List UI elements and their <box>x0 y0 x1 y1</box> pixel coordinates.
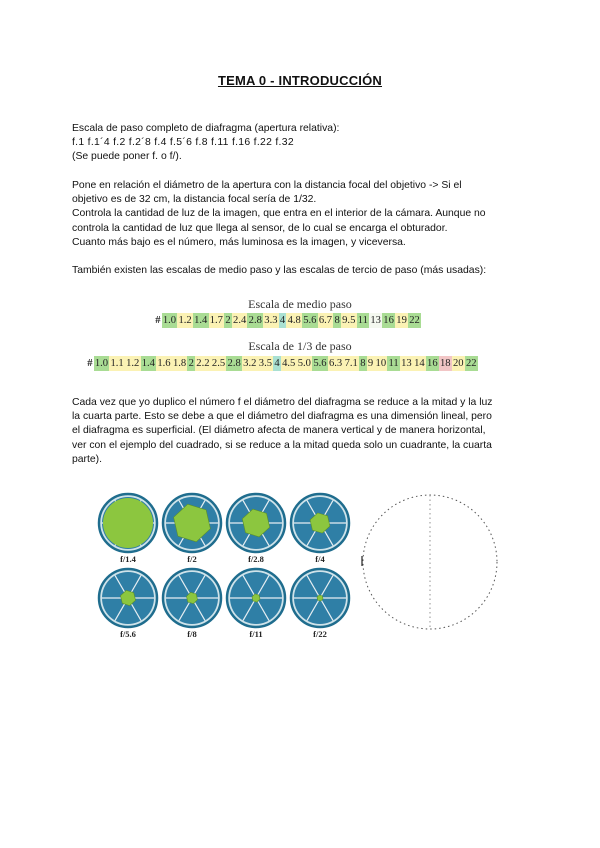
third-step-cell: 2.2 <box>196 358 210 369</box>
third-step-cell: 20 <box>452 358 464 369</box>
aperture-icon <box>291 569 349 627</box>
intro-paragraph <box>72 122 532 165</box>
half-step-cell: 3.3 <box>264 315 278 326</box>
aperture-label: f/11 <box>249 629 263 639</box>
third-step-cell: # <box>87 358 93 369</box>
third-step-cell: 6.3 <box>328 358 343 369</box>
third-step-cell: 2.8 <box>227 358 241 369</box>
half-step-cell: 2 <box>225 315 231 326</box>
aperture-opening <box>103 498 153 548</box>
third-step-scale <box>86 356 478 371</box>
relation-paragraph <box>72 179 532 250</box>
intro-line-1: Escala de paso completo de diafragma (apertura relativa): <box>72 123 340 134</box>
third-step-cell: 2 <box>188 358 194 369</box>
half-step-cell: 8 <box>334 315 340 326</box>
half-step-cell: 16 <box>383 315 394 326</box>
half-step-cell: 6.7 <box>318 315 333 326</box>
aperture-label: f/2 <box>187 554 197 564</box>
half-step-cell: 13 <box>370 315 381 326</box>
relation-line-2: objetivo es de 32 cm, la distancia focal sería de 1/32. <box>72 194 317 206</box>
half-step-cell: 9.5 <box>342 315 356 326</box>
third-step-cell: 11 <box>388 358 399 369</box>
half-step-cell: 19 <box>396 315 407 326</box>
scales-intro <box>72 264 532 278</box>
relation-line-3: Controla la cantidad de luz de la imagen, que entra en el interior de la cámara. Aunque no <box>72 208 486 220</box>
aperture-diagram <box>90 490 380 640</box>
half-step-cell: 1.0 <box>162 315 177 326</box>
half-step-cell: 22 <box>409 315 420 326</box>
page-title: TEMA 0 - INTRODUCCIÓN <box>217 73 383 88</box>
aperture-label: f/8 <box>187 629 197 639</box>
third-step-cell: 10 <box>375 358 387 369</box>
half-step-cell: 11 <box>357 315 368 326</box>
aperture-icon <box>227 494 285 552</box>
intro-line-3: (Se puede poner f. o f/). <box>72 151 182 163</box>
third-step-cell: 1.0 <box>94 358 109 369</box>
scales-intro-line: También existen las escalas de medio paso y las escalas de tercio de paso (más usadas): <box>72 265 487 276</box>
third-step-cell: 22 <box>465 358 477 369</box>
half-step-cell: 1.2 <box>178 315 192 326</box>
half-step-scale <box>154 313 421 328</box>
aperture-icon <box>99 494 157 552</box>
half-step-cell: 1.7 <box>209 315 223 326</box>
aperture-label: f/2.8 <box>248 554 264 564</box>
aperture-label: f/5.6 <box>120 629 136 639</box>
half-step-cell: 4 <box>279 315 286 326</box>
aperture-icon <box>99 569 157 627</box>
duplication-line-3: el diafragma es superficial. (El diámetro afecta de manera vertical y de manera horizontal, <box>72 425 486 437</box>
third-step-cell: 1.8 <box>172 358 187 369</box>
third-step-cell: 5.0 <box>297 358 311 369</box>
aperture-opening <box>317 595 323 601</box>
third-step-cell: 1.1 <box>110 358 124 369</box>
dashed-circle-diagram <box>358 490 503 635</box>
aperture-label: f/4 <box>315 554 325 564</box>
third-step-cell: 7.1 <box>344 358 358 369</box>
third-step-cell: 1.4 <box>141 358 155 369</box>
third-step-cell: 4.5 <box>282 358 296 369</box>
third-step-cell: 2.5 <box>211 358 226 369</box>
third-step-cell: 5.6 <box>313 358 327 369</box>
half-step-cell: 5.6 <box>303 315 317 326</box>
aperture-icon <box>163 494 221 552</box>
third-step-cell: 8 <box>360 358 366 369</box>
aperture-label: f/22 <box>313 629 327 639</box>
half-step-cell: 4.8 <box>287 315 301 326</box>
third-step-title: Escala de 1/3 de paso <box>248 339 352 353</box>
relation-line-5: Cuanto más bajo es el número, más luminosa es la imagen, y viceversa. <box>72 236 406 248</box>
half-step-cell: 2.4 <box>233 315 247 326</box>
duplication-line-5: parte). <box>72 453 103 465</box>
third-step-cell: 1.6 <box>157 358 171 369</box>
third-step-cell: 9 <box>367 358 374 369</box>
relation-line-1: Pone en relación el diámetro de la apertura con la distancia focal del objetivo -> Si el <box>72 180 462 191</box>
half-step-cell: # <box>155 315 161 326</box>
half-step-cell: 2.8 <box>248 315 262 326</box>
third-step-cell: 1.2 <box>126 358 140 369</box>
half-step-cell: 1.4 <box>194 315 208 326</box>
duplication-line-2: la cuarta parte. Esto se debe a que el diámetro del diafragma es una dimensión lineal, pero <box>72 411 492 423</box>
third-step-cell: 16 <box>427 358 438 369</box>
half-step-title: Escala de medio paso <box>248 297 352 311</box>
aperture-icon <box>291 494 349 552</box>
duplication-paragraph <box>72 396 532 467</box>
duplication-line-1: Cada vez que yo duplico el número f el diámetro del diafragma se reduce a la mitad y la luz <box>72 397 493 408</box>
aperture-icon <box>163 569 221 627</box>
f-stop-sequence: f.1 f.1´4 f.2 f.2´8 f.4 f.5´6 f.8 f.11 f.16 f.22 f.32 <box>72 137 294 149</box>
aperture-label: f/1.4 <box>120 554 136 564</box>
third-step-cell: 4 <box>274 358 280 369</box>
third-step-cell: 3.2 <box>243 358 257 369</box>
third-step-cell: 3.5 <box>258 358 273 369</box>
relation-line-4: controla la cantidad de luz que llega al sensor, de lo cual se encarga el obturador. <box>72 222 448 234</box>
duplication-line-4: ver con el ejemplo del cuadrado, si se reduce a la mitad queda solo un cuadrante, la cuarta <box>72 439 492 451</box>
third-step-cell: 18 <box>440 358 451 369</box>
third-step-cell: 13 <box>401 358 412 369</box>
third-step-cell: 14 <box>414 358 425 369</box>
aperture-icon <box>227 569 285 627</box>
